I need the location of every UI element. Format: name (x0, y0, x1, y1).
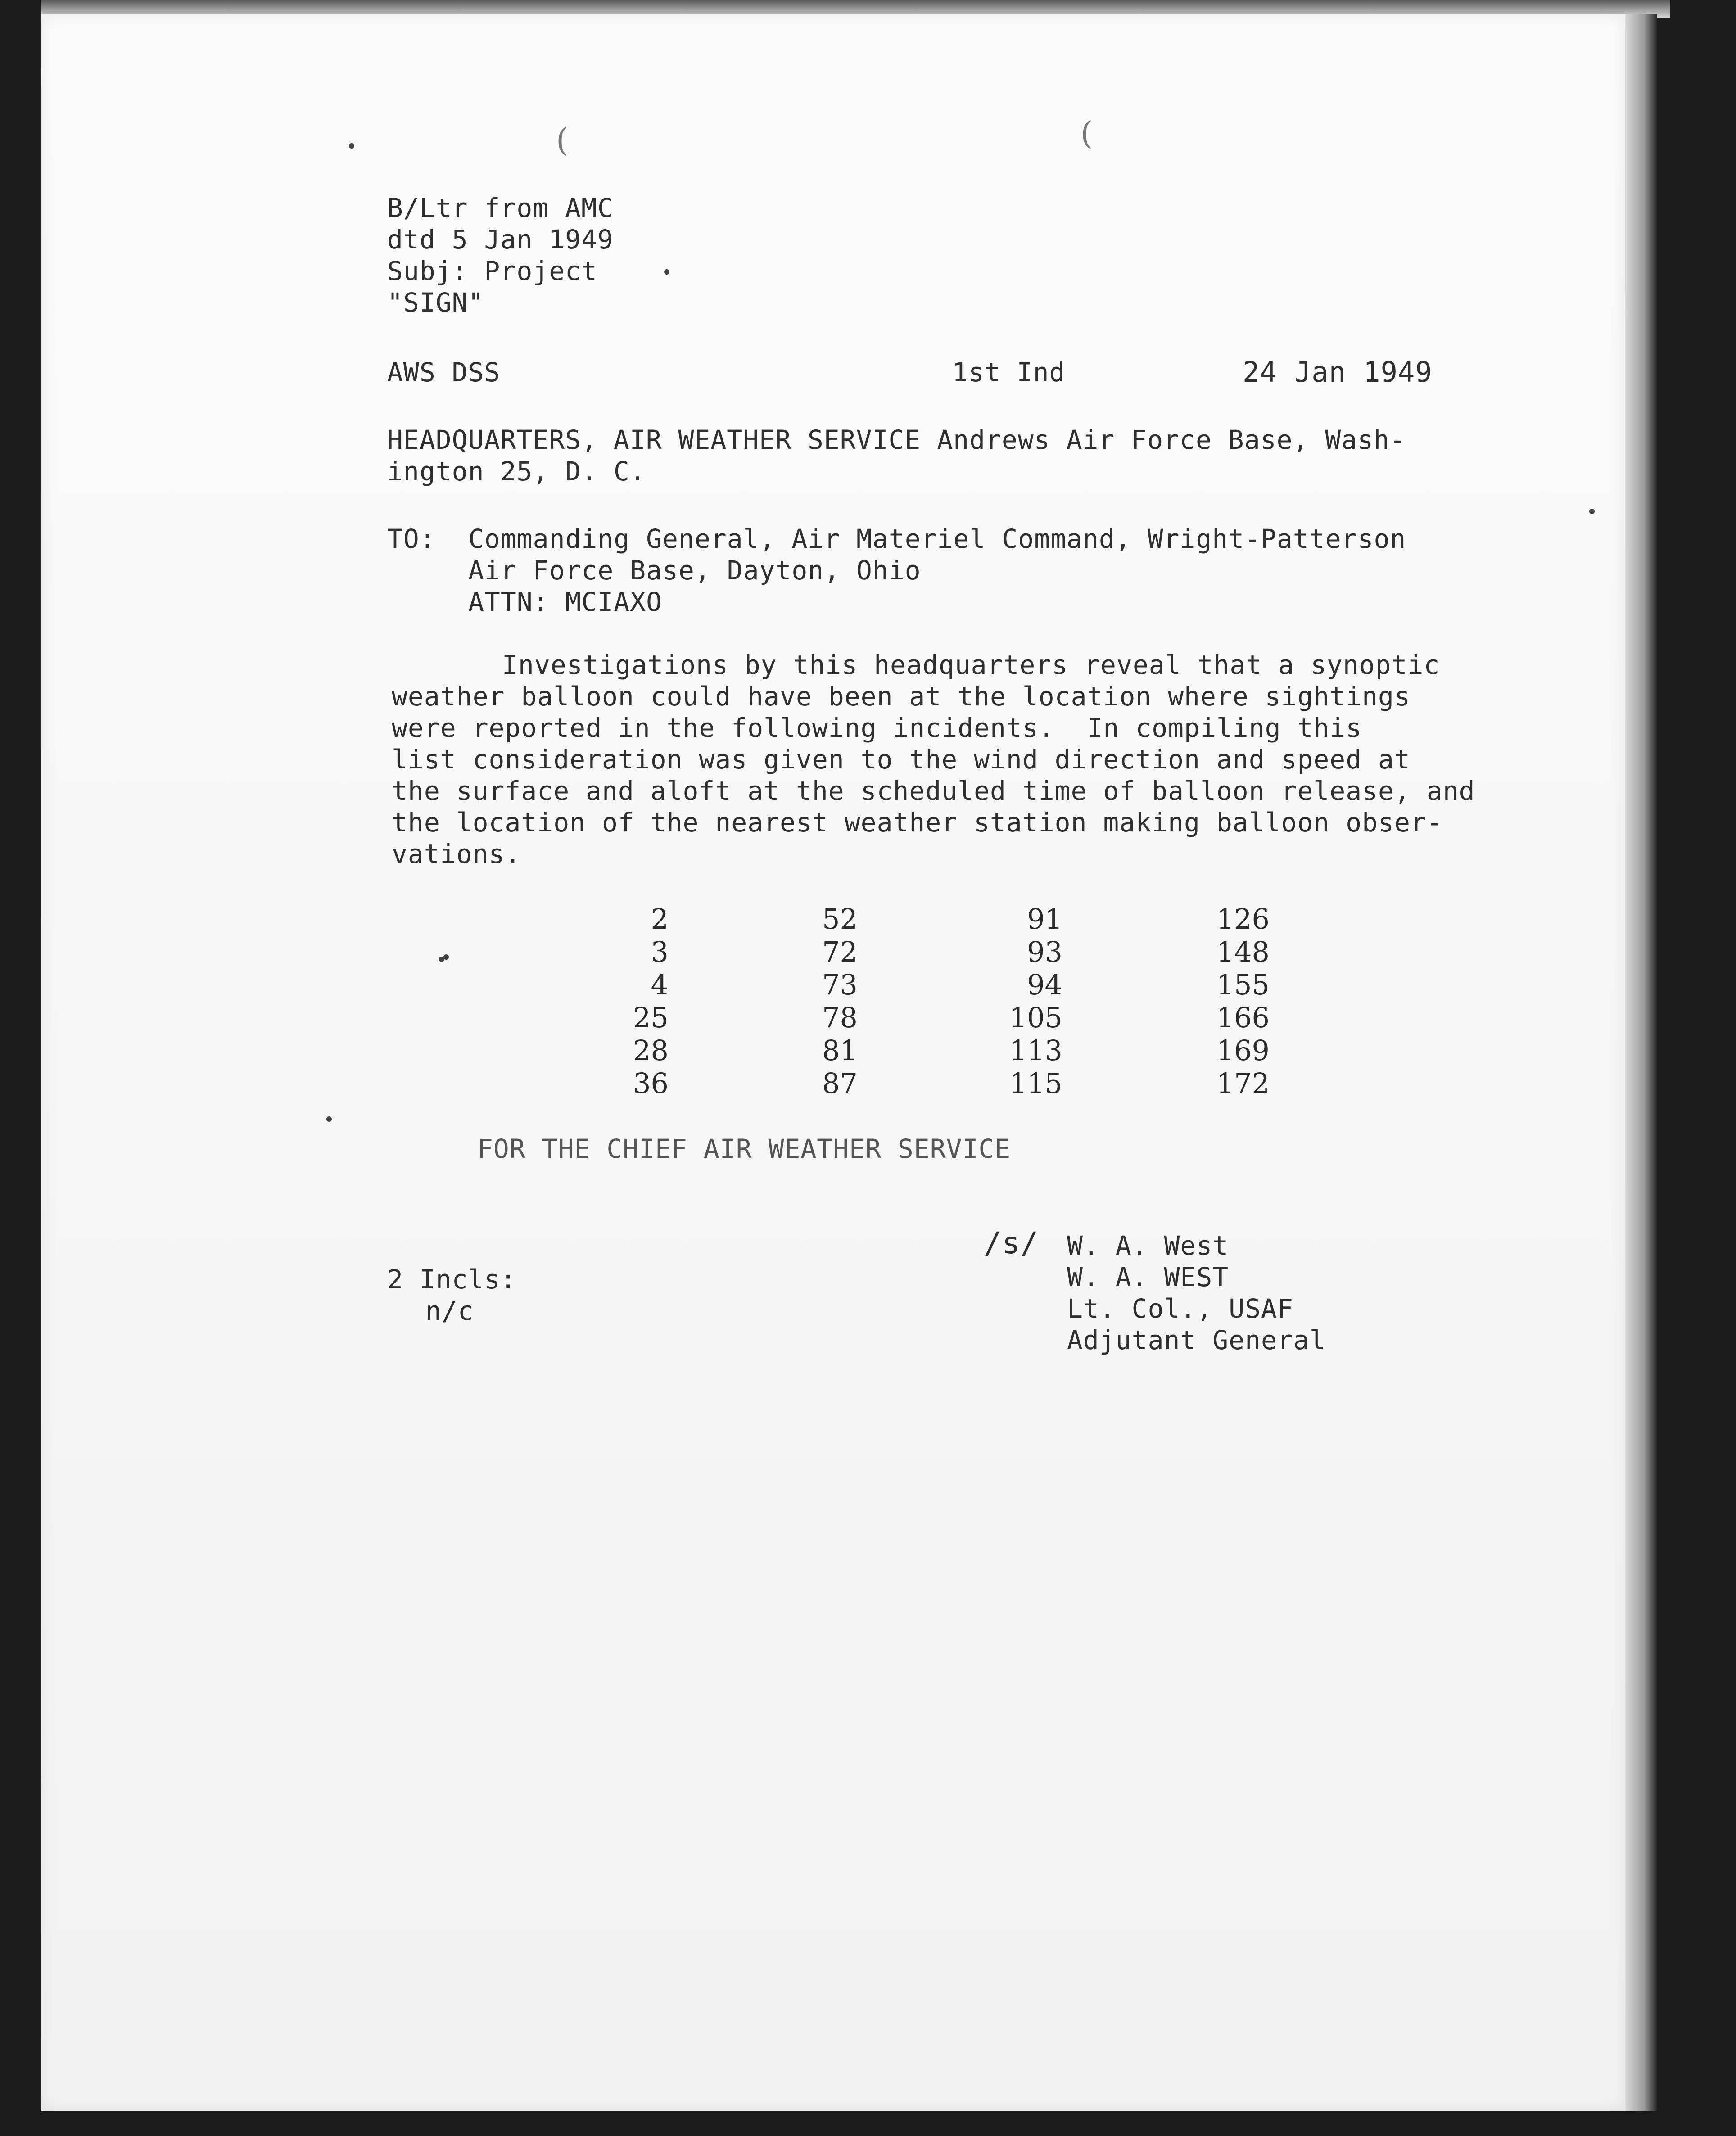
enclosures-note: n/c (425, 1296, 474, 1326)
body-line-3: were reported in the following incidents. In compiling this (392, 713, 1362, 743)
indorsement-date: 24 Jan 1949 (1243, 356, 1433, 388)
incident-number: 81 (822, 1034, 858, 1067)
incident-number: 3 (651, 935, 669, 968)
body-line-1: Investigations by this headquarters reveal that a synoptic (502, 650, 1440, 680)
signed-name: W. A. West (1067, 1230, 1229, 1261)
incident-number: 169 (1216, 1034, 1270, 1067)
incident-number: 25 (633, 1001, 669, 1034)
from-line-2: ington 25, D. C. (387, 456, 646, 487)
incident-number: 72 (822, 935, 858, 968)
incident-number: 78 (822, 1001, 858, 1034)
incident-number: 52 (822, 903, 858, 935)
incident-number: 126 (1216, 903, 1270, 935)
incident-number: 172 (1216, 1067, 1270, 1100)
incident-number: 105 (1009, 1001, 1062, 1034)
incident-number: 87 (822, 1067, 858, 1100)
reference-line-2: dtd 5 Jan 1949 (387, 224, 614, 255)
enclosures-count: 2 Incls: (387, 1264, 517, 1295)
scan-speck (349, 143, 354, 149)
incident-number: 36 (633, 1067, 669, 1100)
indorsement-label: 1st Ind (952, 357, 1066, 388)
office-symbol: AWS DSS (387, 357, 501, 388)
incident-number: 2 (651, 903, 669, 935)
scan-speck (326, 1116, 332, 1122)
incident-number: 73 (822, 968, 858, 1001)
incident-number: 166 (1216, 1001, 1270, 1034)
signer-name: W. A. WEST (1067, 1262, 1229, 1292)
signer-title: Adjutant General (1067, 1325, 1326, 1355)
to-label: TO: (387, 524, 436, 554)
body-line-2: weather balloon could have been at the location where sightings (392, 681, 1410, 712)
reference-line-1: B/Ltr from AMC (387, 193, 614, 223)
from-line-1: HEADQUARTERS, AIR WEATHER SERVICE Andrews Air Force Base, Wash- (387, 424, 1406, 455)
body-line-7: vations. (392, 839, 521, 869)
incident-number: 93 (1027, 935, 1062, 968)
incident-number: 91 (1027, 903, 1062, 935)
incident-number: 28 (633, 1034, 669, 1067)
scan-speck (443, 954, 449, 960)
scan-speck (1589, 509, 1595, 514)
signer-rank: Lt. Col., USAF (1067, 1293, 1293, 1324)
body-line-4: list consideration was given to the wind direction and speed at (392, 744, 1410, 775)
scan-mark-paren-right: ( (1080, 115, 1093, 152)
incident-number: 113 (1009, 1034, 1062, 1067)
scan-speck (664, 269, 669, 275)
scan-mark-paren-left: ( (556, 122, 569, 158)
attention-line: ATTN: MCIAXO (468, 587, 663, 617)
film-edge-right (1625, 14, 1657, 2111)
incident-number: 155 (1216, 968, 1270, 1001)
reference-line-3: Subj: Project (387, 256, 597, 286)
body-line-6: the location of the nearest weather station making balloon obser- (392, 807, 1443, 838)
signature-mark: /s/ (984, 1226, 1039, 1260)
body-line-5: the surface and aloft at the scheduled time of balloon release, and (392, 776, 1475, 806)
to-line-1: Commanding General, Air Materiel Command, Wright-Patterson (468, 524, 1406, 554)
to-line-2: Air Force Base, Dayton, Ohio (468, 555, 921, 586)
incident-number: 94 (1027, 968, 1062, 1001)
incident-number: 148 (1216, 935, 1270, 968)
signature-authority: FOR THE CHIEF AIR WEATHER SERVICE (477, 1133, 1011, 1164)
incident-number: 115 (1009, 1067, 1062, 1100)
incident-number: 4 (651, 968, 669, 1001)
reference-line-4: "SIGN" (387, 287, 484, 318)
